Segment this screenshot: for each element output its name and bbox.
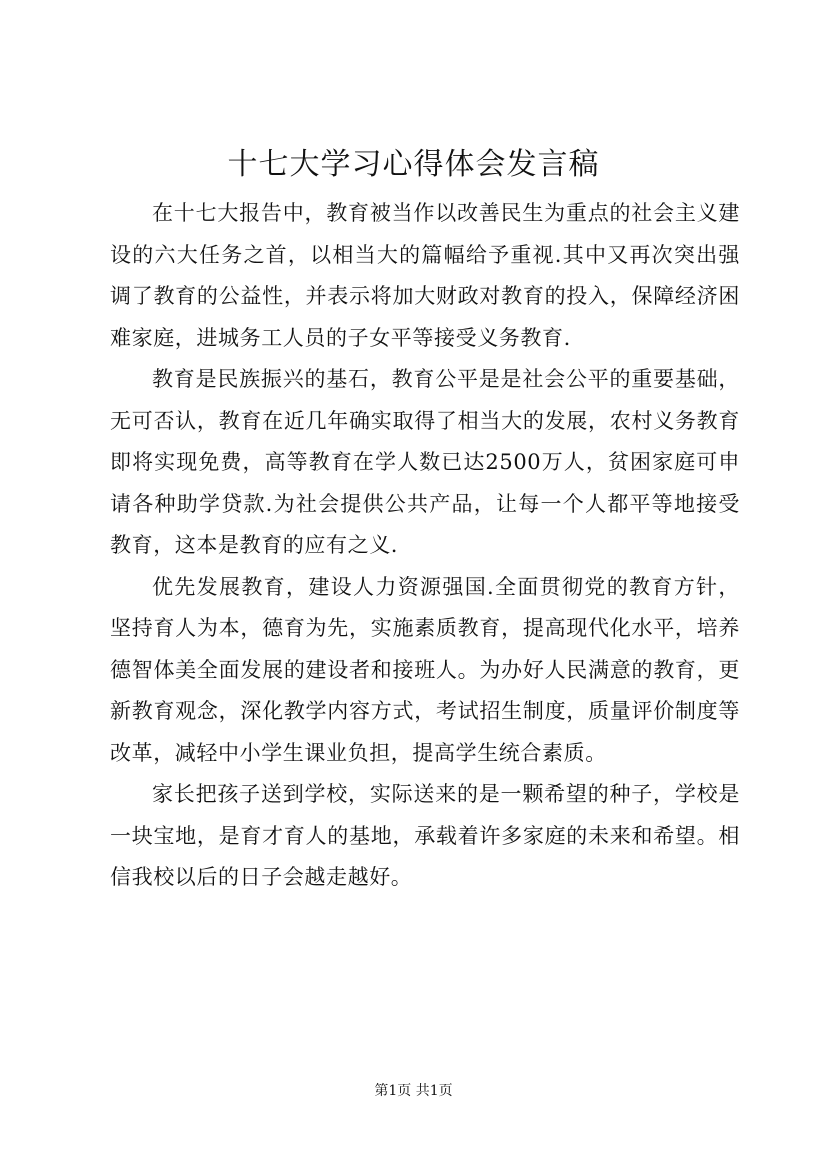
paragraph-3: 优先发展教育，建设人力资源强国.全面贯彻党的教育方针，坚持育人为本，德育为先，实施素质教育，提高现代化水平，培养德智体美全面发展的建设者和接班人。为办好人民满意的教育，更新教育观念，深化教学内容方式，考试招生制度，质量评价制度等改革，减轻中小学生课业负担，提高学生统合素质。 (110, 574, 740, 765)
page-footer: 第1页 共1页 (374, 1083, 453, 1099)
paragraph-2: 教育是民族振兴的基石，教育公平是是社会公平的重要基础，无可否认，教育在近几年确实取得了相当大的发展，农村义务教育即将实现免费，高等教育在学人数已达2500万人，贫困家庭可申请各种助学贷款.为社会提供公共产品，让每一个人都平等地接受教育，这本是教育的应有之义. (110, 367, 740, 557)
document-body (110, 193, 740, 899)
paragraph-1: 在十七大报告中，教育被当作以改善民生为重点的社会主义建设的六大任务之首，以相当大的篇幅给予重视.其中又再次突出强调了教育的公益性，并表示将加大财政对教育的投入，保障经济困难家庭，进城务工人员的子女平等接受义务教育. (110, 201, 740, 350)
paragraph-4: 家长把孩子送到学校，实际送来的是一颗希望的种子，学校是一块宝地，是育才育人的基地，承载着许多家庭的未来和希望。相信我校以后的日子会越走越好。 (110, 782, 740, 889)
document-title: 十七大学习心得体会发言稿 (227, 147, 600, 182)
